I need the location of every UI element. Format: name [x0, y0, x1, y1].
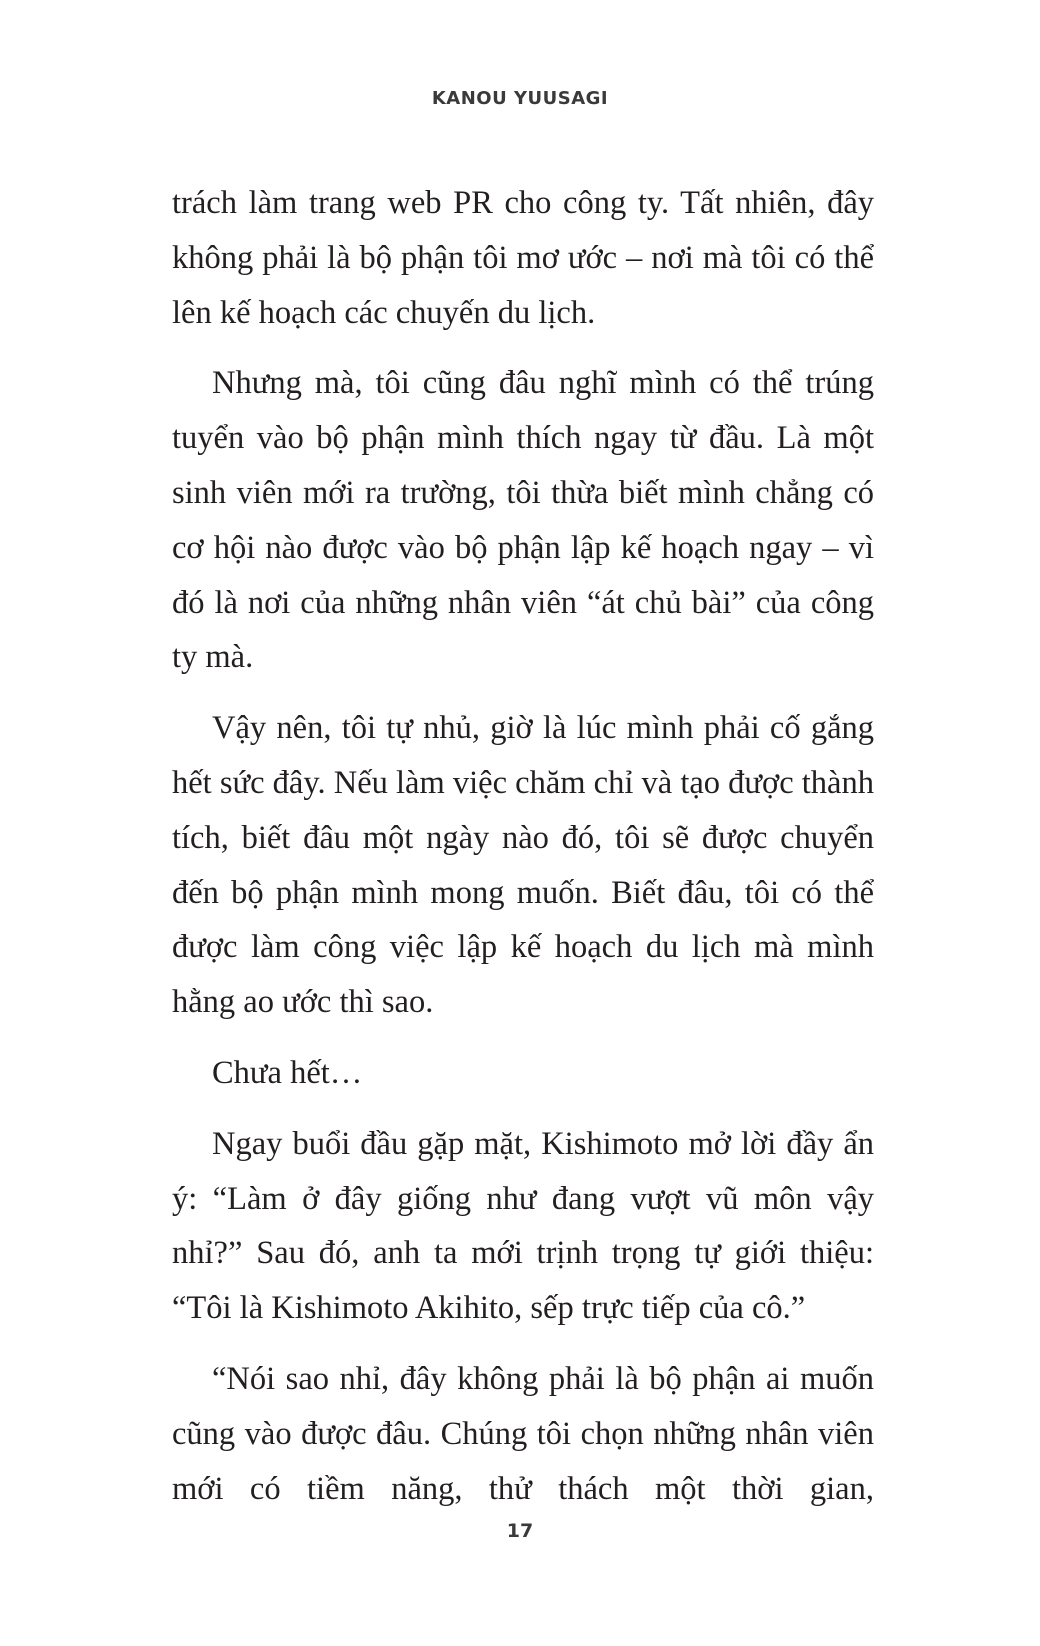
paragraph-4: Chưa hết…: [212, 1054, 363, 1091]
paragraph-1: trách làm trang web PR cho công ty. Tất nhiên, đây không phải là bộ phận tôi mơ ước – nơi mà tôi có thể lên kế hoạch các chuyến du lịch.: [172, 185, 874, 331]
paragraph-5: Ngay buổi đầu gặp mặt, Kishimoto mở lời đầy ẩn ý: “Làm ở đây giống như đang vượt vũ môn vậy nhỉ?” Sau đó, anh ta mới trịnh trọng tự giới thiệu: “Tôi là Kishimoto Akihito, sếp trực tiếp của cô.”: [172, 1125, 874, 1327]
paragraph-2: Nhưng mà, tôi cũng đâu nghĩ mình có thể trúng tuyển vào bộ phận mình thích ngay từ đầu. Là một sinh viên mới ra trường, tôi thừa biết mình chẳng có cơ hội nào được vào bộ phận lập kế hoạch ngay – vì đó là nơi của những nhân viên “át chủ bài” của công ty mà.: [172, 365, 874, 676]
body-text: [172, 176, 874, 1532]
page-number: 17: [506, 1520, 534, 1542]
paragraph-6: “Nói sao nhỉ, đây không phải là bộ phận ai muốn cũng vào được đâu. Chúng tôi chọn những nhân viên mới có tiềm năng, thử thách một thời gian,: [172, 1360, 874, 1507]
running-header-author: KANOU YUUSAGI: [431, 88, 609, 109]
paragraph-3: Vậy nên, tôi tự nhủ, giờ là lúc mình phải cố gắng hết sức đây. Nếu làm việc chăm chỉ và tạo được thành tích, biết đâu một ngày nào đó, tôi sẽ được chuyển đến bộ phận mình mong muốn. Biết đâu, tôi có thể được làm công việc lập kế hoạch du lịch mà mình hằng ao ước thì sao.: [172, 710, 874, 1021]
